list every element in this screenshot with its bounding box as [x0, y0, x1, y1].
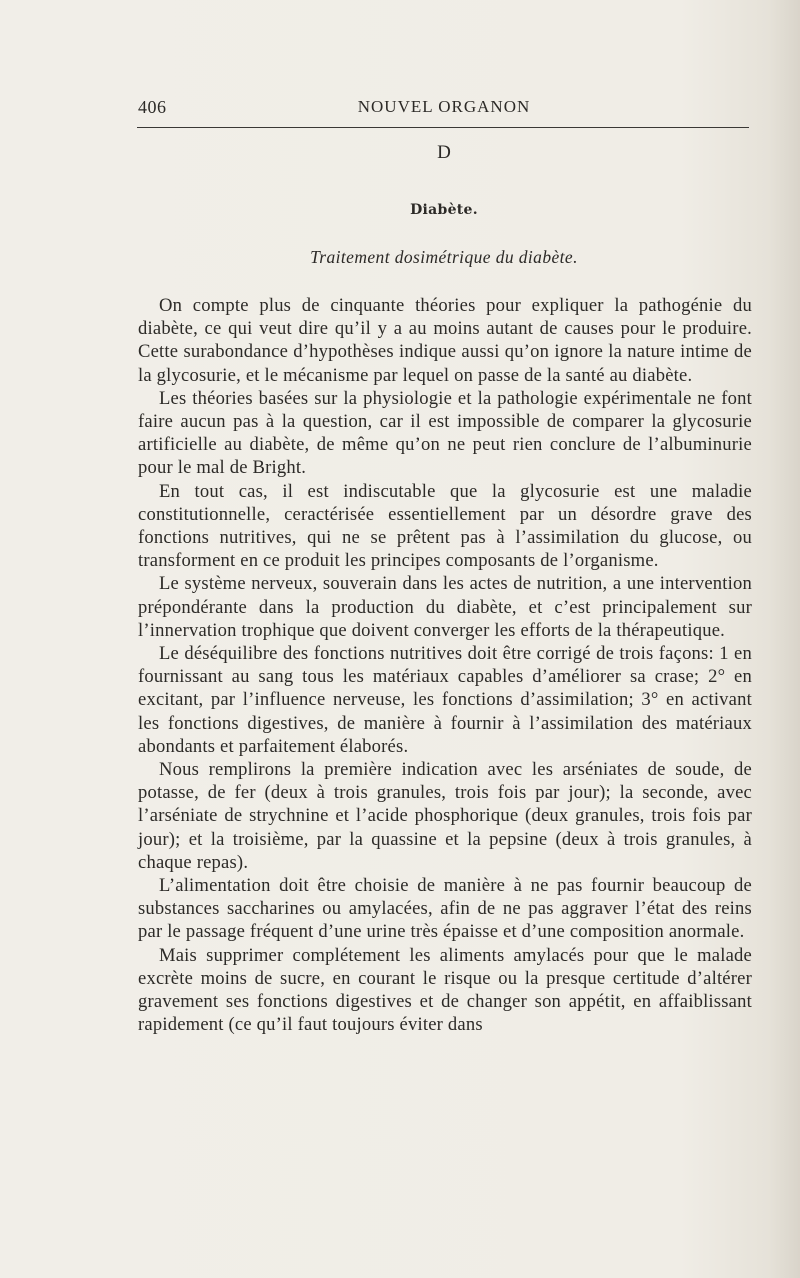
body-text [138, 294, 752, 1037]
paragraph: L’alimentation doit être choisie de manière à ne pas fournir beaucoup de substances saccharines ou amylacées, afin de ne pas aggraver l’état des reins par le passage fréquent d’une urine très épaisse et d’une composition anormale. [138, 875, 752, 943]
header-rule [137, 127, 749, 128]
paragraph: Le déséquilibre des fonctions nutritives doit être corrigé de trois façons: 1 en fournissant au sang tous les matériaux capables d’améliorer sa crase; 2° en excitant, par l’influence nerveuse, les fonctions d’assimilation; 3° en activant les fonctions digestives, de manière à fournir à l’assimilation des matériaux abondants et parfaitement élaborés. [138, 643, 752, 757]
paragraph: Les théories basées sur la physiologie et la pathologie expérimentale ne font faire aucun pas à la question, car il est impossible de comparer la glycosurie artificielle au diabète, de même qu’on ne peut rien conclure de l’albuminurie pour le mal de Bright. [138, 387, 752, 479]
paragraph: Nous remplirons la première indication avec les arséniates de soude, de potasse, de fer (deux à trois granules, trois fois par jour); la seconde, avec l’arséniate de strychnine et l’acide phosphorique (deux granules, trois fois par jour); et la troisième, par la quassine et la pepsine (deux à trois granules, à chaque repas). [138, 759, 752, 873]
page-number: 406 [138, 97, 167, 117]
paragraph: Le système nerveux, souverain dans les actes de nutrition, a une intervention prépondérante dans la production du diabète, et c’est principalement sur l’innervation trophique que doivent converger les efforts de la thérapeutique. [138, 573, 752, 641]
paragraph: On compte plus de cinquante théories pour expliquer la pathogénie du diabète, ce qui veut dire qu’il y a au moins autant de causes pour le produire. Cette surabondance d’hypothèses indique aussi qu’on ignore la nature intime de la glycosurie, et le mécanisme par lequel on passe de la santé au diabète. [138, 295, 752, 386]
running-title: NOUVEL ORGANON [357, 97, 531, 116]
section-subtitle: Traitement dosimétrique du diabète. [310, 247, 578, 267]
section-title: Diabète. [410, 202, 478, 218]
paragraph: Mais supprimer complétement les aliments amylacés pour que le malade excrète moins de sucre, en courant le risque ou la presque certitude d’altérer gravement ses fonctions digestives et de changer son appétit, en affaiblissant rapidement (ce qu’il faut toujours éviter dans [138, 944, 752, 1036]
running-head [138, 97, 750, 121]
paragraph: En tout cas, il est indiscutable que la glycosurie est une maladie constitutionnelle, ceractérisée essentiellement par un désordre grave des fonctions nutritives, qui ne se prêtent pas à l’assimilation du glucose, ou transforment en ce produit les principes composants de l’organisme. [138, 480, 752, 572]
section-letter: D [437, 142, 451, 163]
